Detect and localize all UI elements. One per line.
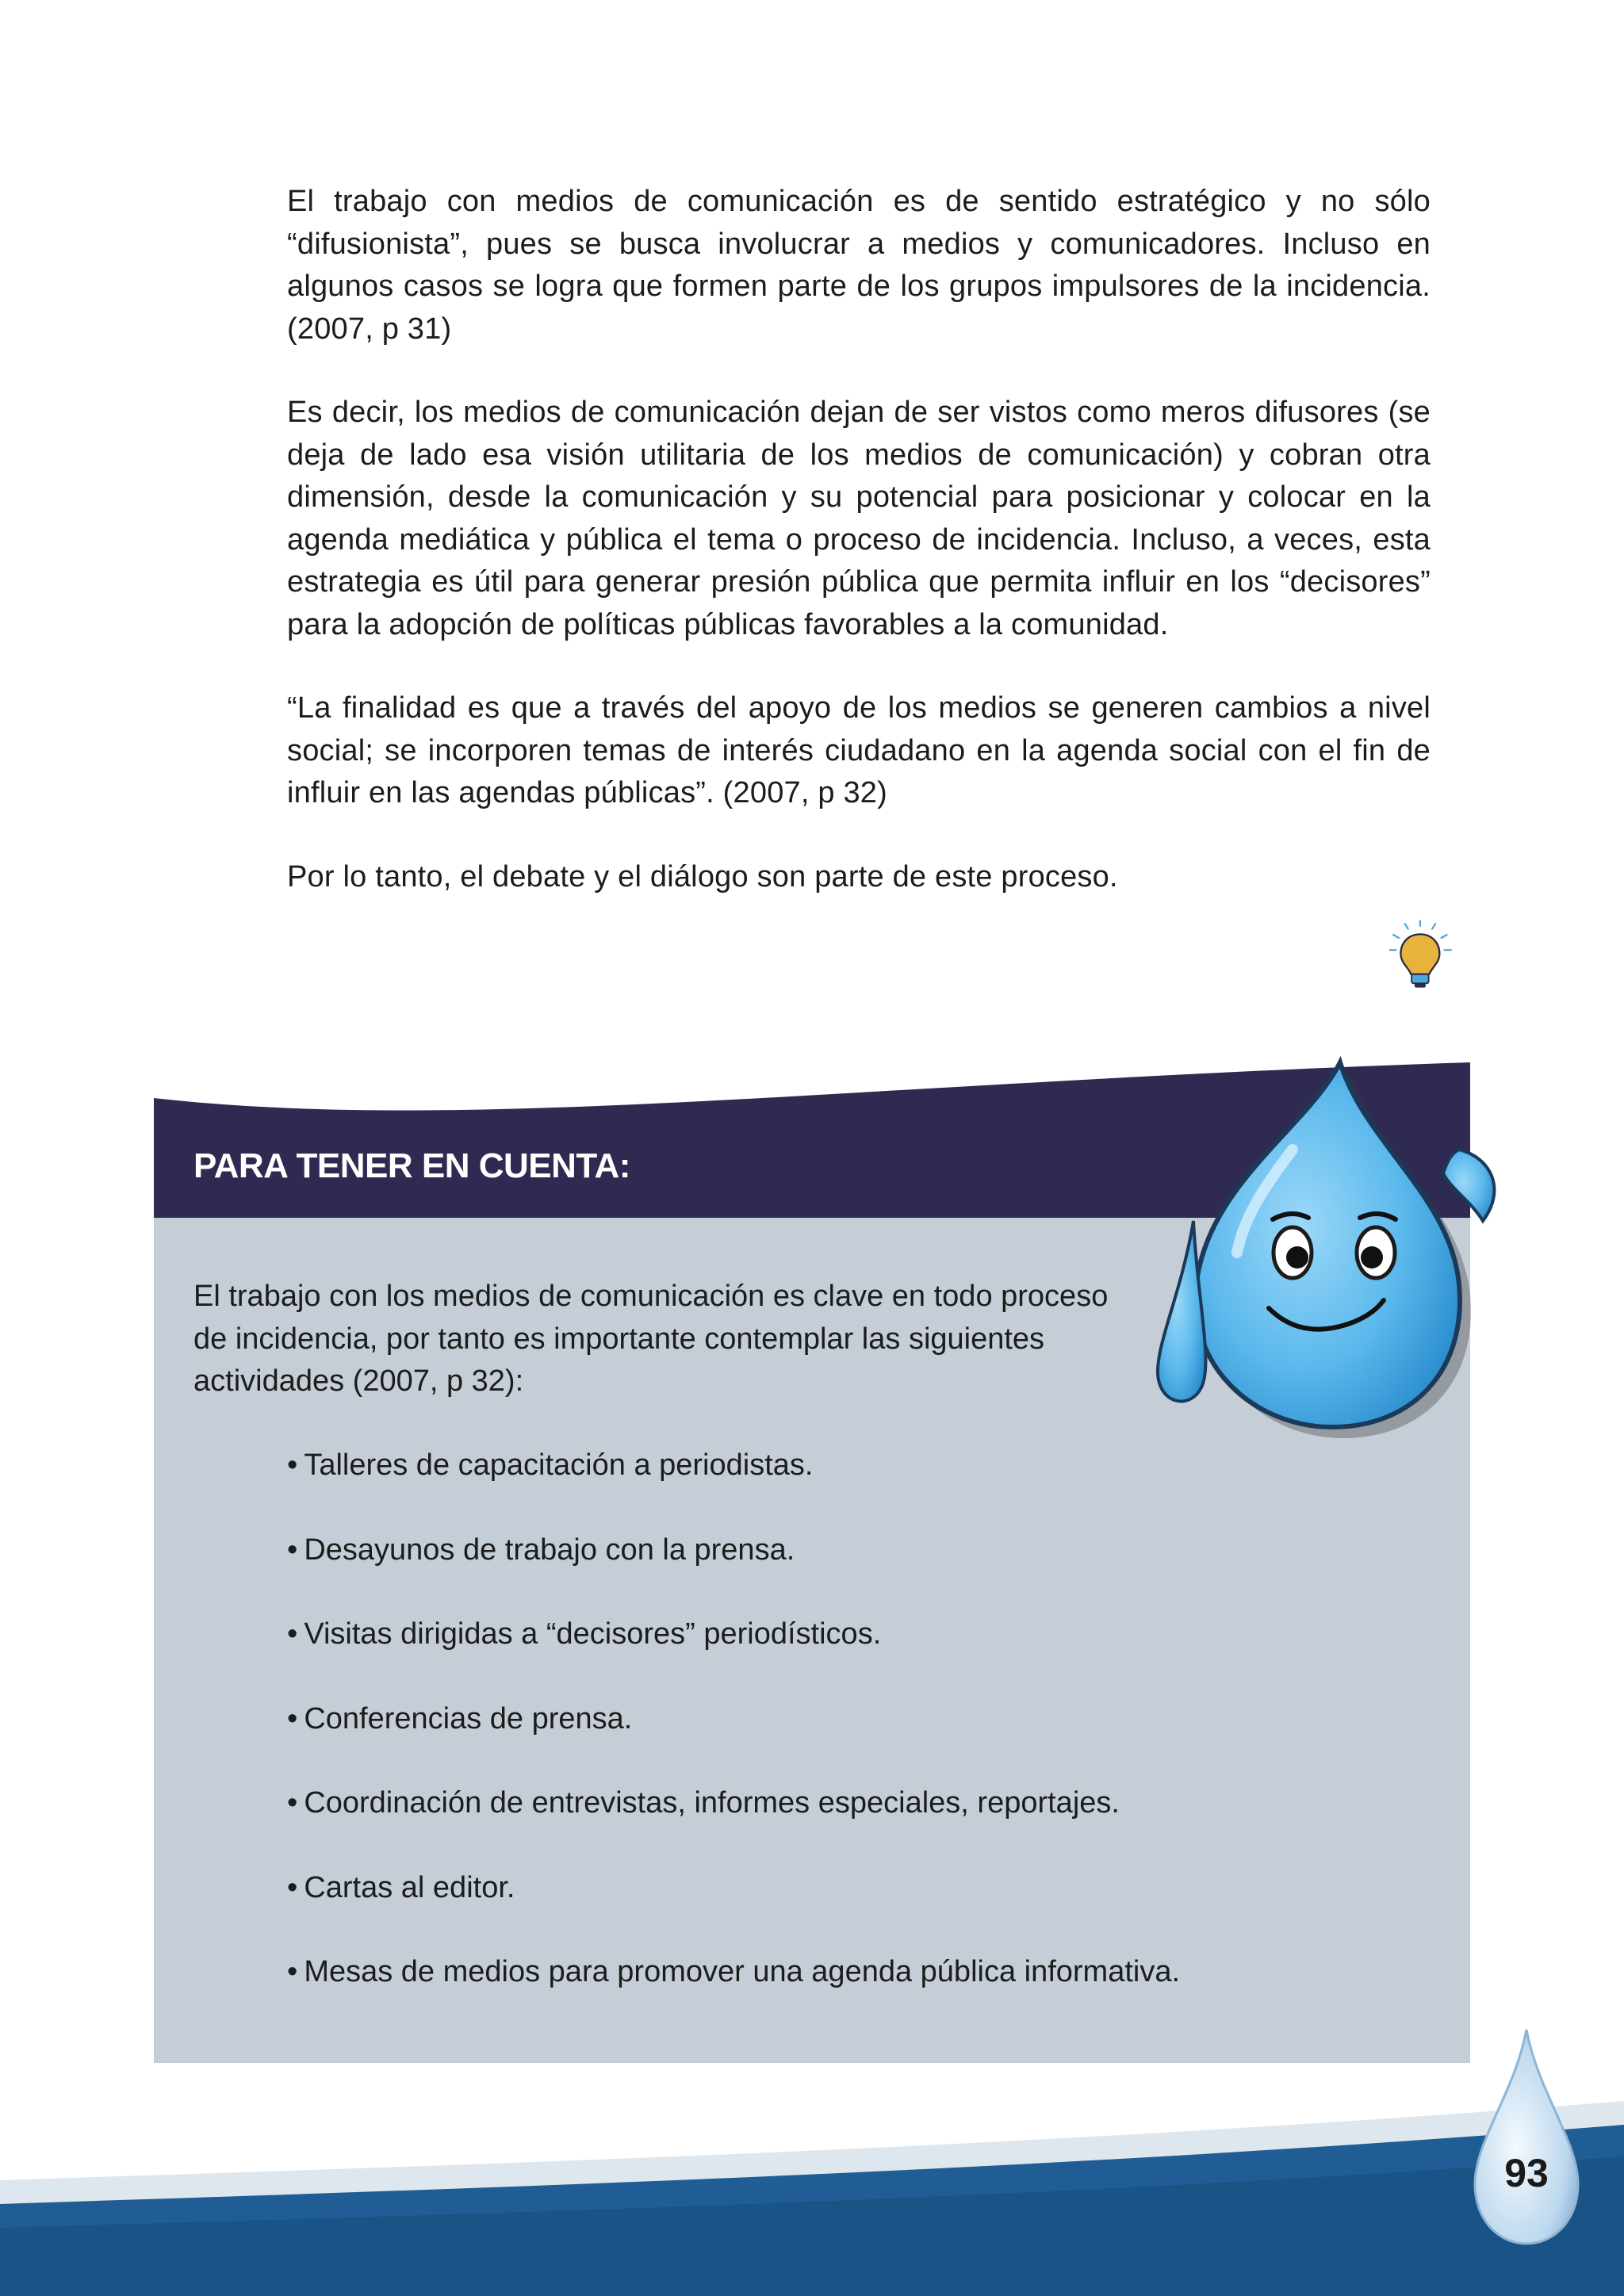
- list-item: • Cartas al editor.: [287, 1867, 1180, 1910]
- page-number: 93: [1504, 2151, 1549, 2195]
- list-item: • Conferencias de prensa.: [287, 1698, 1180, 1741]
- activity-list: [287, 1445, 1180, 2036]
- paragraph: “La finalidad es que a través del apoyo de los medios se generen cambios a nivel social; se incorporen temas de interés ciudadano en la agenda social con el fin de influir en las agendas públicas”. (2007, p 32): [287, 691, 1431, 809]
- footer-wave: [0, 2077, 1624, 2296]
- paragraph: Es decir, los medios de comunicación dejan de ser vistos como meros difusores (se deja de lado esa visión utilitaria de los medios de comunicación) y cobran otra dimensión, desde la comunicación y su potencial para posicionar y colocar en la agenda mediática y pública el tema o proceso de incidencia. Incluso, a veces, esta estrategia es útil para generar presión pública que permita influir en los “decisores” para la adopción de políticas públicas favorables a la comunidad.: [287, 396, 1431, 641]
- list-item: • Visitas dirigidas a “decisores” periodísticos.: [287, 1613, 1180, 1656]
- callout-text: El trabajo con los medios de comunicación es clave en todo proceso de incidencia, por tanto es importante contemplar las siguientes actividades (2007, p 32):: [193, 1280, 1109, 1398]
- water-drop-icon: [1459, 2022, 1594, 2260]
- list-item: • Coordinación de entrevistas, informes especiales, reportajes.: [287, 1782, 1180, 1825]
- paragraph: El trabajo con medios de comunicación es de sentido estratégico y no sólo “difusionista”, pues se busca involucrar a medios y comunicadores. Incluso en algunos casos se logra que formen parte de los grupos impulsores de la incidencia. (2007, p 31): [287, 185, 1431, 346]
- paragraph: Por lo tanto, el debate y el diálogo son parte de este proceso.: [287, 859, 1118, 894]
- intro-text: [287, 181, 1431, 898]
- list-item: • Desayunos de trabajo con la prensa.: [287, 1529, 1180, 1572]
- lightbulb-icon: [1348, 920, 1522, 1126]
- list-item: • Talleres de capacitación a periodistas.: [287, 1445, 1180, 1487]
- list-item: • Mesas de medios para promover una agenda pública informativa.: [287, 1951, 1180, 1994]
- callout-title: PARA TENER EN CUENTA:: [193, 1146, 630, 1185]
